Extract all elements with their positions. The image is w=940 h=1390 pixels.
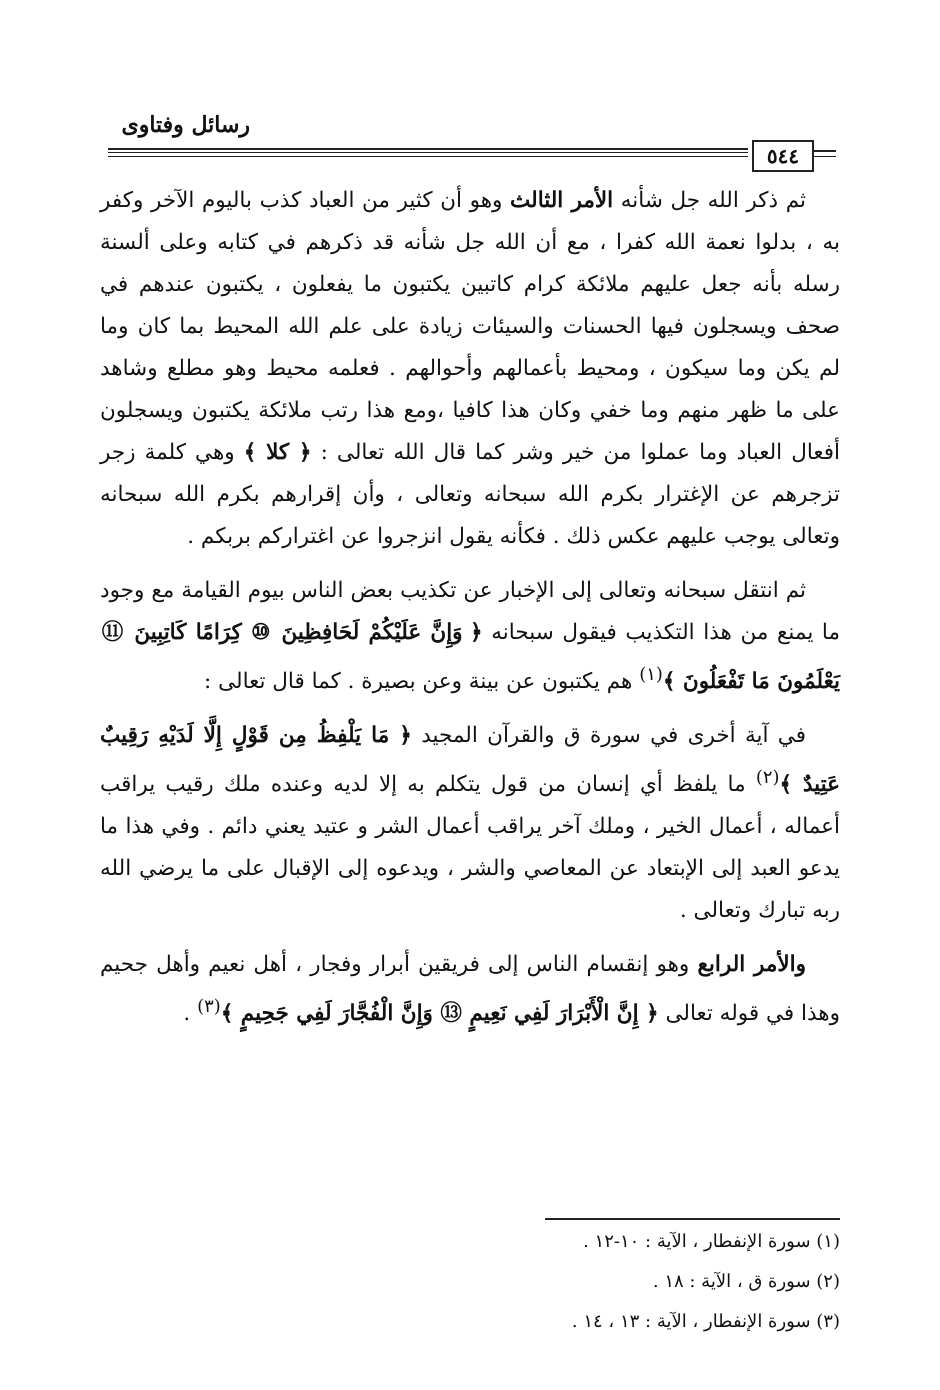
- paragraph-2-text-b: هم يكتبون عن بينة وعن بصيرة . كما قال تعالى :: [204, 669, 640, 695]
- paragraph-3-text-b: ما يلفظ أي إنسان من قول يتكلم به إلا لديه وعنده ملك رقيب يراقب أعماله ، أعمال الخير ، وملك آخر يراقب أعمال الشر و عتيد يعني دائم . وفي هذا ما يدعو العبد إلى الإبتعاد عن المعاصي والشر ، ويدعوه إلى الإقبال على ما يرضي الله ربه تبارك وتعالى .: [100, 772, 840, 924]
- paragraph-4: [100, 944, 840, 1035]
- paragraph-4-text-a: وهو إنقسام الناس إلى فريقين أبرار وفجار ، أهل نعيم وأهل جحيم وهذا في قوله تعالى: [100, 952, 840, 1027]
- paragraph-1-quran: ﴿ كلا ﴾: [243, 440, 312, 465]
- paragraph-4-bold: والأمر الرابع: [697, 952, 806, 978]
- header-rule-right: [812, 150, 836, 152]
- body-text: [100, 180, 840, 1035]
- header-rule-thin: [108, 152, 748, 153]
- paragraph-3: [100, 715, 840, 932]
- paragraph-4-text-b: .: [183, 1001, 198, 1027]
- header-rule: [108, 148, 748, 150]
- paragraph-1-bold: الأمر الثالث: [510, 188, 614, 213]
- footnote-1: (١) سورة الإنفطار ، الآية : ١٠-١٢ .: [583, 1231, 840, 1252]
- header-rule-right-thin: [812, 156, 836, 157]
- footnote-ref-2[interactable]: (٢): [755, 767, 780, 789]
- page-number: ٥٤٤: [752, 140, 814, 172]
- paragraph-3-text-a: في آية أخرى في سورة ق والقرآن المجيد: [411, 723, 806, 749]
- paragraph-1: [100, 180, 840, 558]
- footnote-3: (٣) سورة الإنفطار ، الآية : ١٣ ، ١٤ .: [571, 1311, 840, 1332]
- paragraph-2-text-a: ثم انتقل سبحانه وتعالى إلى الإخبار عن تكذيب بعض الناس بيوم القيامة مع وجود ما يمنع من هذا التكذيب فيقول سبحانه: [100, 578, 841, 645]
- paragraph-1-text-c: وهي كلمة زجر تزجرهم عن الإغترار بكرم الله سبحانه وتعالى ، وأن إقرارهم بكرم الله سبحانه وتعالى يوجب عليهم عكس ذلك . فكأنه يقول انزجروا عن اغتراركم بربكم .: [100, 440, 840, 549]
- footnote-ref-3[interactable]: (٣): [197, 996, 221, 1018]
- footnote-rule: [545, 1218, 840, 1220]
- running-header-title: رسائل وفتاوى: [121, 112, 250, 138]
- footnotes: [300, 1222, 840, 1342]
- paragraph-3-quran: ﴿ مَا يَلْفِظُ مِن قَوْلٍ إِلَّا لَدَيْهِ رَقِيبٌ عَتِيدٌ ﴾: [100, 723, 840, 798]
- paragraph-1-text-a: ثم ذكر الله جل شأنه: [613, 188, 806, 213]
- paragraph-2-quran: ﴿ وَإِنَّ عَلَيْكُمْ لَحَافِظِينَ ⑩ كِرَامًا كَاتِبِينَ ⑪ يَعْلَمُونَ مَا تَفْعَلُونَ ﴾: [100, 620, 840, 695]
- paragraph-2: [100, 570, 840, 703]
- footnote-2: (٢) سورة ق ، الآية : ١٨ .: [652, 1271, 840, 1292]
- header-rule-thin-2: [108, 156, 748, 157]
- paragraph-4-quran: ﴿ إِنَّ الْأَبْرَارَ لَفِي نَعِيمٍ ⑬ وَإِنَّ الْفُجَّارَ لَفِي جَحِيمٍ ﴾: [220, 1001, 659, 1027]
- paragraph-1-text-b: وهو أن كثير من العباد كذب باليوم الآخر وكفر به ، بدلوا نعمة الله كفرا ، مع أن الله جل شأنه قد ذكرهم في كتابه وعلى ألسنة رسله بأنه جعل عليهم ملائكة كرام كاتبين يكتبون ما يفعلون ، يكتبون عندهم في صحف ويسجلون فيها الحسنات والسيئات زيادة على علم الله المحيط بما كان وما لم يكن وما سيكون ، ومحيط بأعمالهم وأحوالهم . فعلمه محيط وهو مطلع وشاهد على ما ظهر منهم وما خفي وكان هذا كافيا ،ومع هذا رتب ملائكة يكتبون ويسجلون أفعال العباد وما عملوا من خير وشر كما قال الله تعالى :: [100, 188, 840, 465]
- footnote-ref-1[interactable]: (١): [639, 664, 663, 685]
